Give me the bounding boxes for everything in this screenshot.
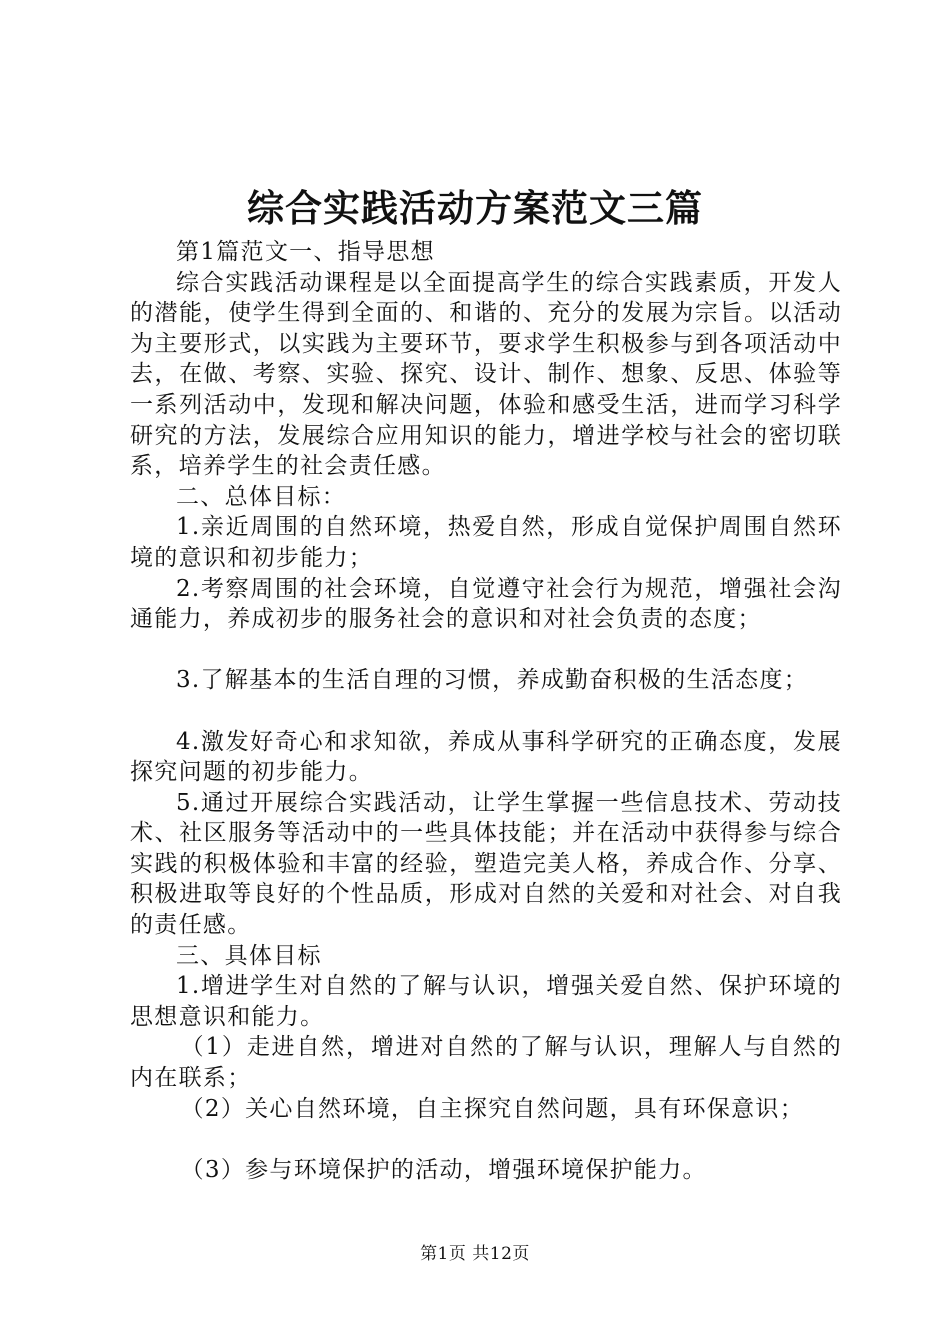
list-item-goal-1: 1.亲近周围的自然环境，热爱自然，形成自觉保护周围自然环境的意识和初步能力； [130,514,842,571]
section-heading-overall-goals: 二、总体目标： [176,483,347,510]
list-item-goal-4: 4.激发好奇心和求知欲，养成从事科学研究的正确态度，发展探究问题的初步能力。 [130,728,842,786]
section-heading-specific-goals: 三、具体目标 [176,942,322,969]
section-heading-guiding-ideology: 第1篇范文一、指导思想 [176,239,435,265]
document-title: 综合实践活动方案范文三篇 [247,186,703,230]
list-item-goal-5: 5.通过开展综合实践活动，让学生掌握一些信息技术、劳动技术、社区服务等活动中的一些具体技能；并在活动中获得参与综合实践的积极体验和丰富的经验，塑造完美人格，养成合作、分享、积极进取等良好的个性品质，形成对自然的关爱和对社会、对自我的责任感。 [130,789,842,939]
list-item-goal-3: 3.了解基本的生活自理的习惯，养成勤奋积极的生活态度； [176,667,809,694]
paragraph-guiding-ideology: 综合实践活动课程是以全面提高学生的综合实践素质，开发人的潜能，使学生得到全面的、和谐的、充分的发展为宗旨。以活动为主要形式，以实践为主要环节，要求学生积极参与到各项活动中去，在做、考察、实验、探究、设计、制作、想象、反思、体验等一系列活动中，发现和解决问题，体验和感受生活，进而学习科学研究的方法，发展综合应用知识的能力，增进学校与社会的密切联系，培养学生的社会责任感。 [130,269,842,480]
page-footer: 第1页 共12页 [420,1244,530,1264]
list-item-sub-goal-3: （3）参与环境保护的活动，增强环境保护能力。 [180,1156,707,1183]
list-item-specific-goal-1: 1.增进学生对自然的了解与认识，增强关爱自然、保护环境的思想意识和能力。 [130,973,842,1030]
document-body [130,237,842,1185]
list-item-sub-goal-1: （1）走进自然，增进对自然的了解与认识，理解人与自然的内在联系； [130,1034,842,1092]
list-item-sub-goal-2: （2）关心自然环境，自主探究自然问题，具有环保意识； [180,1095,805,1122]
list-item-goal-2: 2.考察周围的社会环境，自觉遵守社会行为规范，增强社会沟通能力，养成初步的服务社会的意识和对社会负责的态度； [130,575,842,633]
